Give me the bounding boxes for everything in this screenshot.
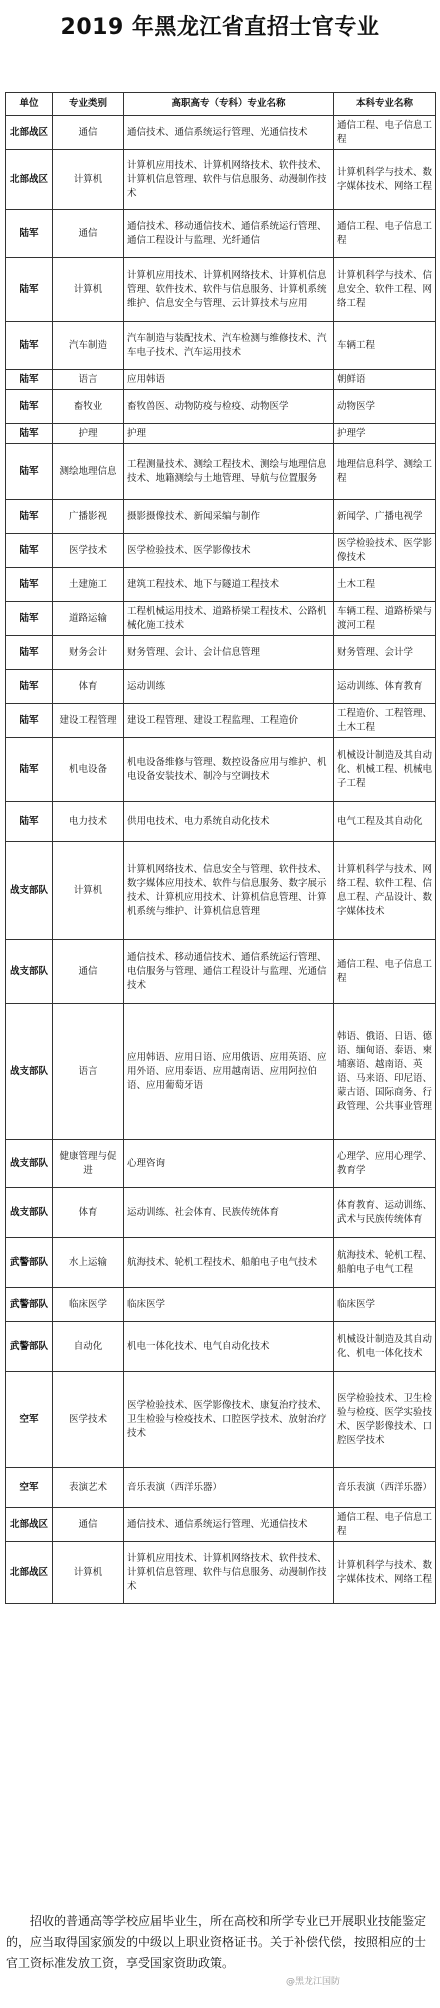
cell-unit: 陆军 [6,444,53,500]
cell-vocational: 摄影摄像技术、新闻采编与制作 [124,500,334,534]
cell-category: 计算机 [53,1542,124,1604]
table-row [6,802,436,842]
table-row [6,636,436,670]
cell-unit: 空军 [6,1372,53,1468]
cell-bachelor: 体育教育、运动训练、武术与民族传统体育 [334,1188,436,1238]
cell-vocational: 通信技术、移动通信技术、通信系统运行管理、电信服务与管理、通信工程设计与监理、光通信技术 [124,940,334,1004]
cell-category: 自动化 [53,1322,124,1372]
cell-unit: 陆军 [6,390,53,424]
cell-category: 语言 [53,370,124,390]
cell-unit: 北部战区 [6,116,53,150]
cell-bachelor: 护理学 [334,424,436,444]
cell-bachelor: 计算机科学与技术、信息安全、软件工程、网络工程 [334,258,436,322]
cell-unit: 武警部队 [6,1322,53,1372]
cell-bachelor: 电气工程及其自动化 [334,802,436,842]
table-row [6,500,436,534]
cell-unit: 战支部队 [6,1004,53,1140]
table-row [6,670,436,704]
cell-bachelor: 通信工程、电子信息工程 [334,940,436,1004]
cell-unit: 北部战区 [6,1542,53,1604]
cell-category: 计算机 [53,150,124,210]
cell-bachelor: 通信工程、电子信息工程 [334,1508,436,1542]
cell-category: 医学技术 [53,1372,124,1468]
cell-category: 水上运输 [53,1238,124,1288]
cell-bachelor: 动物医学 [334,390,436,424]
cell-category: 计算机 [53,842,124,940]
table-row [6,1508,436,1542]
footer-note: 招收的普通高等学校应届毕业生，所在高校和所学专业已开展职业技能鉴定的，应当取得国家颁发的中级以上职业资格证书。关于补偿代偿，按照相应的士官工资标准发放工资，享受国家资助政策。 [6,1914,427,1970]
cell-category: 健康管理与促进 [53,1140,124,1188]
cell-unit: 陆军 [6,802,53,842]
cell-bachelor: 运动训练、体育教育 [334,670,436,704]
table-body [6,116,436,1604]
cell-unit: 陆军 [6,738,53,802]
cell-unit: 陆军 [6,670,53,704]
cell-vocational: 计算机网络技术、信息安全与管理、软件技术、数字媒体应用技术、软件与信息服务、数字展示技术、计算机应用技术、计算机信息管理、计算机系统与维护、计算机信息管理 [124,842,334,940]
cell-vocational: 医学检验技术、医学影像技术、康复治疗技术、卫生检验与检疫技术、口腔医学技术、放射治疗技术 [124,1372,334,1468]
cell-bachelor: 地理信息科学、测绘工程 [334,444,436,500]
table-row [6,1288,436,1322]
cell-category: 机电设备 [53,738,124,802]
table-row [6,258,436,322]
cell-vocational: 工程机械运用技术、道路桥梁工程技术、公路机械化施工技术 [124,602,334,636]
cell-category: 电力技术 [53,802,124,842]
cell-unit: 战支部队 [6,1188,53,1238]
cell-category: 通信 [53,940,124,1004]
cell-bachelor: 通信工程、电子信息工程 [334,210,436,258]
cell-vocational: 汽车制造与装配技术、汽车检测与维修技术、汽车电子技术、汽车运用技术 [124,322,334,370]
cell-bachelor: 计算机科学与技术、数字媒体技术、网络工程 [334,1542,436,1604]
specialty-table [5,92,436,1604]
table-row [6,390,436,424]
table-row [6,150,436,210]
cell-bachelor: 航海技术、轮机工程、船舶电子电气工程 [334,1238,436,1288]
cell-category: 临床医学 [53,1288,124,1322]
cell-unit: 陆军 [6,322,53,370]
cell-category: 测绘地理信息 [53,444,124,500]
cell-bachelor: 工程造价、工程管理、土木工程 [334,704,436,738]
cell-unit: 陆军 [6,534,53,568]
cell-category: 通信 [53,1508,124,1542]
table-row [6,1238,436,1288]
cell-category: 建设工程管理 [53,704,124,738]
table-row [6,444,436,500]
cell-vocational: 音乐表演（西洋乐器） [124,1468,334,1508]
table-row [6,210,436,258]
cell-bachelor: 计算机科学与技术、数字媒体技术、网络工程 [334,150,436,210]
cell-category: 道路运输 [53,602,124,636]
cell-unit: 北部战区 [6,150,53,210]
cell-bachelor: 朝鲜语 [334,370,436,390]
cell-vocational: 医学检验技术、医学影像技术 [124,534,334,568]
table-row [6,534,436,568]
cell-unit: 陆军 [6,704,53,738]
cell-category: 体育 [53,670,124,704]
cell-vocational: 工程测量技术、测绘工程技术、测绘与地理信息技术、地籍测绘与土地管理、导航与位置服务 [124,444,334,500]
cell-category: 医学技术 [53,534,124,568]
cell-category: 语言 [53,1004,124,1140]
cell-category: 护理 [53,424,124,444]
watermark: @黑龙江国防 [285,1977,340,1987]
cell-vocational: 畜牧兽医、动物防疫与检疫、动物医学 [124,390,334,424]
cell-category: 体育 [53,1188,124,1238]
header-unit: 单位 [6,93,53,116]
table-row [6,1542,436,1604]
page-title: 2019 年黑龙江省直招士官专业 [60,15,380,40]
cell-unit: 武警部队 [6,1288,53,1322]
cell-bachelor: 车辆工程 [334,322,436,370]
cell-vocational: 心理咨询 [124,1140,334,1188]
cell-category: 通信 [53,210,124,258]
cell-category: 广播影视 [53,500,124,534]
cell-category: 畜牧业 [53,390,124,424]
cell-category: 通信 [53,116,124,150]
cell-unit: 战支部队 [6,940,53,1004]
table-header-row [6,93,436,116]
table-row [6,940,436,1004]
cell-category: 计算机 [53,258,124,322]
cell-vocational: 通信技术、移动通信技术、通信系统运行管理、通信工程设计与监理、光纤通信 [124,210,334,258]
table-row [6,1322,436,1372]
cell-vocational: 计算机应用技术、计算机网络技术、计算机信息管理、软件技术、软件与信息服务、计算机系统维护、信息安全与管理、云计算技术与应用 [124,258,334,322]
cell-vocational: 航海技术、轮机工程技术、船舶电子电气技术 [124,1238,334,1288]
cell-bachelor: 财务管理、会计学 [334,636,436,670]
cell-category: 土建施工 [53,568,124,602]
cell-bachelor: 通信工程、电子信息工程 [334,116,436,150]
cell-vocational: 计算机应用技术、计算机网络技术、软件技术、计算机信息管理、软件与信息服务、动漫制作技术 [124,150,334,210]
cell-bachelor: 心理学、应用心理学、教育学 [334,1140,436,1188]
cell-unit: 陆军 [6,602,53,636]
table-row [6,116,436,150]
table-row [6,1468,436,1508]
cell-vocational: 建设工程管理、建设工程监理、工程造价 [124,704,334,738]
table-row [6,704,436,738]
cell-category: 汽车制造 [53,322,124,370]
cell-bachelor: 新闻学、广播电视学 [334,500,436,534]
cell-unit: 战支部队 [6,842,53,940]
cell-unit: 北部战区 [6,1508,53,1542]
cell-vocational: 运动训练、社会体育、民族传统体育 [124,1188,334,1238]
table-row [6,738,436,802]
cell-unit: 陆军 [6,210,53,258]
cell-unit: 陆军 [6,568,53,602]
cell-bachelor: 机械设计制造及其自动化、机电一体化技术 [334,1322,436,1372]
cell-vocational: 运动训练 [124,670,334,704]
header-category: 专业类别 [53,93,124,116]
table-row [6,370,436,390]
table-row [6,602,436,636]
cell-vocational: 临床医学 [124,1288,334,1322]
cell-bachelor: 音乐表演（西洋乐器） [334,1468,436,1508]
cell-vocational: 机电设备维修与管理、数控设备应用与维护、机电设备安装技术、制冷与空调技术 [124,738,334,802]
cell-unit: 空军 [6,1468,53,1508]
cell-vocational: 护理 [124,424,334,444]
table-row [6,322,436,370]
cell-unit: 陆军 [6,370,53,390]
cell-bachelor: 车辆工程、道路桥梁与渡河工程 [334,602,436,636]
cell-bachelor: 机械设计制造及其自动化、机械工程、机械电子工程 [334,738,436,802]
table-row [6,424,436,444]
table-row [6,1372,436,1468]
cell-vocational: 通信技术、通信系统运行管理、光通信技术 [124,1508,334,1542]
cell-vocational: 财务管理、会计、会计信息管理 [124,636,334,670]
cell-unit: 陆军 [6,500,53,534]
cell-bachelor: 医学检验技术、卫生检验与检疫、医学实验技术、医学影像技术、口腔医学技术 [334,1372,436,1468]
cell-unit: 战支部队 [6,1140,53,1188]
cell-vocational: 应用韩语 [124,370,334,390]
cell-bachelor: 医学检验技术、医学影像技术 [334,534,436,568]
cell-category: 表演艺术 [53,1468,124,1508]
cell-bachelor: 计算机科学与技术、网络工程、软件工程、信息工程、产品设计、数字媒体技术 [334,842,436,940]
cell-category: 财务会计 [53,636,124,670]
cell-unit: 武警部队 [6,1238,53,1288]
table-row [6,842,436,940]
cell-vocational: 供用电技术、电力系统自动化技术 [124,802,334,842]
cell-bachelor: 临床医学 [334,1288,436,1322]
header-bachelor: 本科专业名称 [334,93,436,116]
cell-vocational: 计算机应用技术、计算机网络技术、软件技术、计算机信息管理、软件与信息服务、动漫制作技术 [124,1542,334,1604]
cell-bachelor: 土木工程 [334,568,436,602]
header-vocational: 高职高专（专科）专业名称 [124,93,334,116]
table-row [6,568,436,602]
table-row [6,1004,436,1140]
cell-vocational: 机电一体化技术、电气自动化技术 [124,1322,334,1372]
cell-unit: 陆军 [6,424,53,444]
cell-unit: 陆军 [6,636,53,670]
cell-vocational: 应用韩语、应用日语、应用俄语、应用英语、应用外语、应用泰语、应用越南语、应用阿拉伯语、应用葡萄牙语 [124,1004,334,1140]
table-row [6,1188,436,1238]
cell-vocational: 通信技术、通信系统运行管理、光通信技术 [124,116,334,150]
table-row [6,1140,436,1188]
cell-unit: 陆军 [6,258,53,322]
cell-vocational: 建筑工程技术、地下与隧道工程技术 [124,568,334,602]
cell-bachelor: 韩语、俄语、日语、德语、缅甸语、泰语、柬埔寨语、越南语、英语、马来语、印尼语、蒙古语、国际商务、行政管理、公共事业管理 [334,1004,436,1140]
